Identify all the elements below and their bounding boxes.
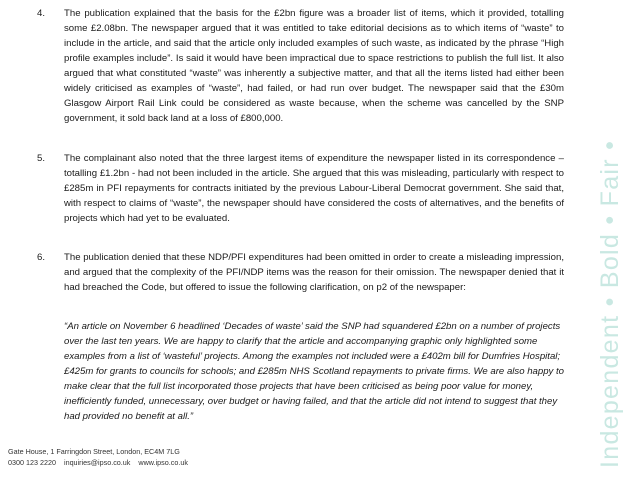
paragraph-number: 4. (37, 8, 46, 19)
paragraph-6 (37, 250, 564, 310)
footer-website-link[interactable]: www.ipso.co.uk (138, 458, 188, 467)
footer (8, 446, 194, 468)
footer-email-link[interactable]: inquiries@ipso.co.uk (63, 458, 131, 467)
paragraph-number: 6. (37, 252, 46, 263)
footer-phone: 0300 123 2220 (8, 458, 56, 467)
paragraph-text: The publication denied that these NDP/PFI expenditures had been omitted in order to create a misleading impression, and argued that the complexity of the PFI/NDP items was the reason for their omission. The newspaper denied that it had breached the Code, but offered to issue the following clarification, on p2 of the newspaper: (64, 252, 564, 293)
paragraph-number: 5. (37, 153, 46, 164)
clarification-quote: “An article on November 6 headlined ‘Decades of waste’ said the SNP had squandered £2bn on a number of projects over the last ten years. We are happy to clarify that the article and accompanying graphic only highlighted some examples from a list of ‘wasteful’ projects. Among the examples not included were a £402m bill for Dumfries Hospital; £425m for grants to councils for schools; and £285m NHS Scotland repayments to private firms. We are also happy to make clear that the full list incorporated those projects that have been criticised as being poor value for money, inefficiently funded, unnecessary, over budget or having failed, and that the article did not intend to suggest that they had provided no benefit at all.” (64, 321, 565, 422)
paragraph-text: The complainant also noted that the three largest items of expenditure the newspaper listed in its correspondence – totalling £1.2bn - had not been included in the article. She argued that this was misleading, particularly with respect to £285m in PFI repayments for contracts initiated by the previous Labour-Liberal Democrat government. She said that, with respect to claims of “waste”, the newspaper should have considered the costs of alternatives, and the benefits of projects which had yet to be evaluated. (64, 153, 564, 224)
paragraph-5 (37, 151, 564, 231)
paragraph-text: The publication explained that the basis for the £2bn figure was a broader list of items, which it provided, totalling some £2.08bn. The newspaper argued that it was entitled to take editorial decisions as to which items of “waste” to include in the article, and said that the article only included examples of such waste, as indicated by the phrase “High profile examples include”. Is said it would have been impractical due to space restrictions to publish the full list. It also argued that what constituted “waste” was inherently a subjective matter, and that all the items listed had either been widely criticised as examples of “waste”, had failed, or had run over budget. The newspaper said that the £30m Glasgow Airport Rail Link could be considered as waste because, when the scheme was cancelled by the SNP government, it sold back land at a loss of £800,000. (64, 8, 564, 124)
side-tagline: Independent • Bold • Fair • (596, 139, 624, 468)
footer-address: Gate House, 1 Farringdon Street, London, EC4M 7LG (8, 447, 180, 456)
